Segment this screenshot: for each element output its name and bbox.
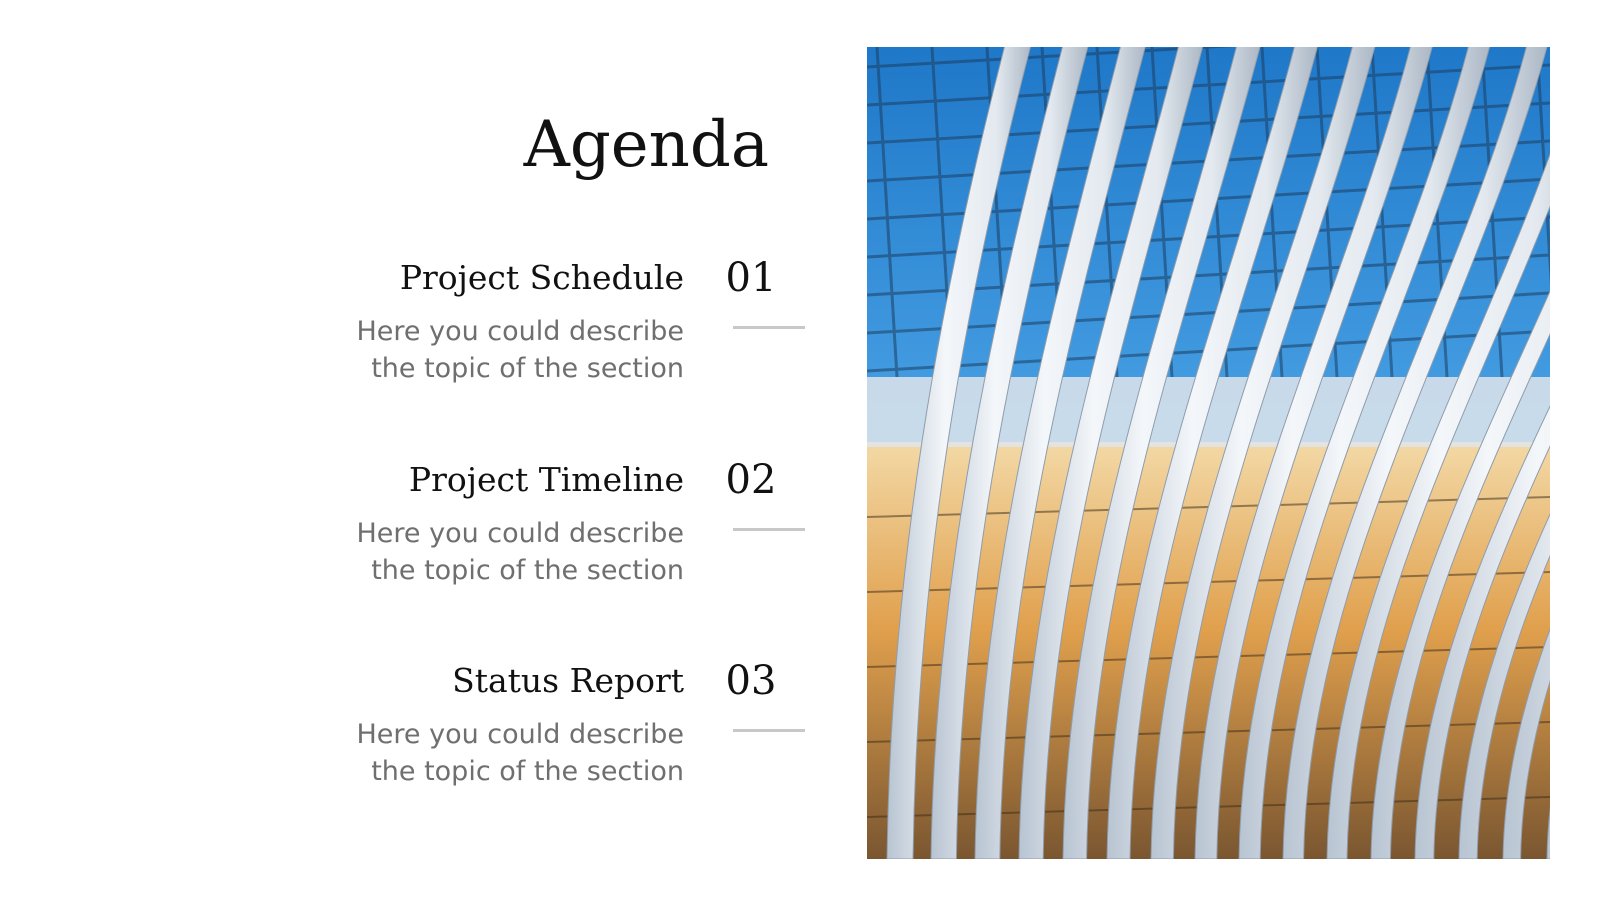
agenda-item-description [264, 716, 684, 790]
description-line: the topic of the section [371, 555, 684, 586]
agenda-item-description [264, 515, 684, 589]
divider-rule [733, 326, 805, 329]
agenda-item [200, 656, 820, 816]
divider-rule [733, 729, 805, 732]
divider-rule [733, 528, 805, 531]
architecture-photo-graphic [867, 47, 1550, 859]
slide-title: Agenda [523, 108, 769, 182]
architecture-photo [867, 47, 1550, 859]
agenda-item-number: 02 [725, 457, 777, 503]
agenda-item [200, 455, 820, 615]
description-line: the topic of the section [371, 353, 684, 384]
description-line: Here you could describe [356, 518, 684, 549]
agenda-item-heading: Project Schedule [399, 258, 684, 297]
agenda-item-number: 03 [725, 658, 777, 704]
agenda-item [200, 253, 820, 413]
description-line: Here you could describe [356, 719, 684, 750]
agenda-item-heading: Status Report [452, 661, 684, 700]
agenda-item-number: 01 [725, 255, 777, 301]
description-line: Here you could describe [356, 316, 684, 347]
agenda-item-heading: Project Timeline [408, 460, 684, 499]
description-line: the topic of the section [371, 756, 684, 787]
agenda-item-description [264, 313, 684, 387]
